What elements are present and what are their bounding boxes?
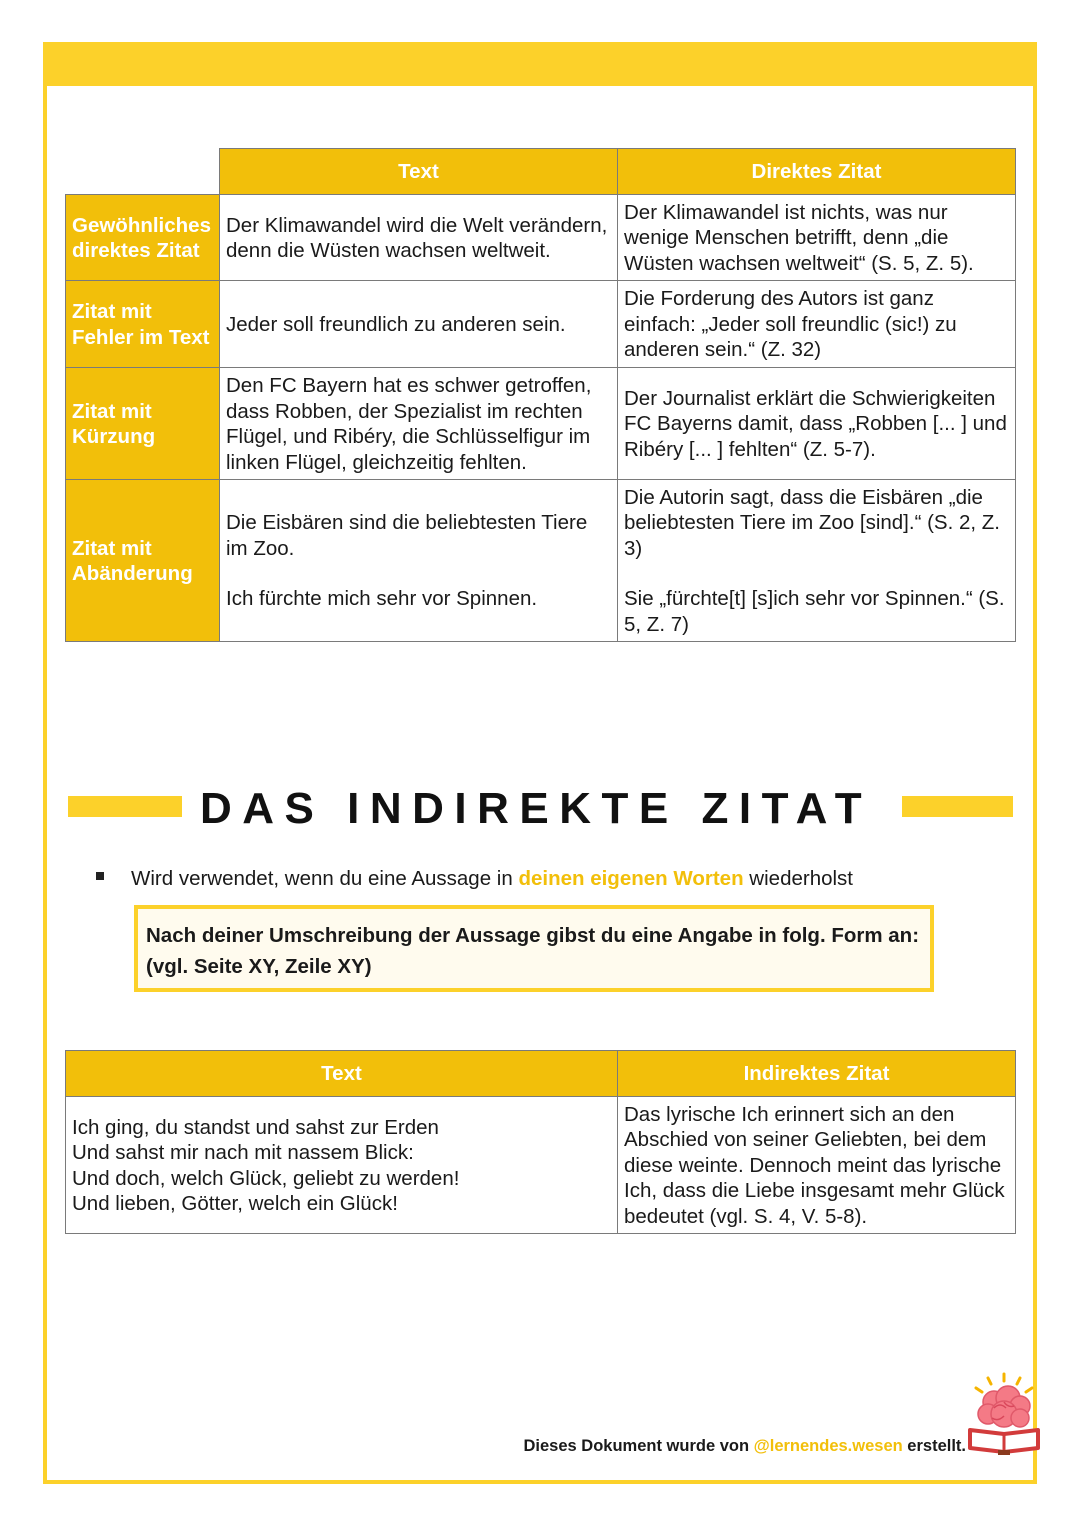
poem-cell (66, 1097, 618, 1234)
table-row (66, 281, 1016, 368)
quote-cell: Der Klimawandel ist nichts, was nur wenige Menschen betrifft, denn „die Wüsten wachsen weltweit“ (S. 5, Z. 5). (618, 195, 1016, 281)
original-text-1: Die Eisbären sind die beliebtesten Tiere im Zoo. (226, 511, 588, 560)
heading-bar-right (902, 796, 1013, 817)
bullet-text-start: Wird verwendet, wenn du eine Aussage in (131, 867, 519, 890)
poem-line: Ich ging, du standst und sahst zur Erden (72, 1115, 439, 1139)
row-label: Zitat mit Kürzung (66, 368, 220, 480)
original-text-cell: Der Klimawandel wird die Welt verändern, denn die Wüsten wachsen weltweit. (220, 195, 618, 281)
column-header-text: Text (220, 149, 618, 195)
bullet-highlight: deinen eigenen Worten (518, 867, 744, 890)
direct-quote-table (65, 148, 1016, 642)
poem-line: Und sahst mir nach mit nassem Blick: (72, 1141, 414, 1164)
author-handle[interactable]: @lernendes.wesen (753, 1437, 903, 1455)
row-label: Zitat mit Abänderung (66, 480, 220, 642)
bullet-marker (96, 872, 104, 880)
poem-line: Und lieben, Götter, welch ein Glück! (72, 1192, 398, 1215)
table-row (66, 480, 1016, 642)
column-header-text: Text (66, 1051, 618, 1097)
footer-text-end: erstellt. (902, 1437, 966, 1455)
table-row (66, 195, 1016, 281)
citation-form-box (134, 905, 934, 992)
bullet-text-end: wiederholst (743, 867, 853, 890)
table-corner (66, 149, 220, 195)
column-header-direct-quote: Direktes Zitat (618, 149, 1016, 195)
box-line-1: Nach deiner Umschreibung der Aussage gibst du eine Angabe in folg. Form an: (146, 924, 920, 947)
quote-cell: Der Journalist erklärt die Schwierigkeiten FC Bayerns damit, dass „Robben [... ] und Ribéry [... ] fehlten“ (Z. 5-7). (618, 368, 1016, 480)
quote-cell (618, 480, 1016, 642)
original-text-cell (220, 480, 618, 642)
heading-bar-left (68, 796, 182, 817)
column-header-indirect-quote: Indirektes Zitat (618, 1051, 1016, 1097)
indirect-quote-table (65, 1050, 1016, 1234)
box-line-2: (vgl. Seite XY, Zeile XY) (146, 955, 372, 978)
quote-2: Sie „fürchte[t] [s]ich sehr vor Spinnen.“ (S. 5, Z. 7) (624, 587, 1005, 636)
row-label: Gewöhnliches direktes Zitat (66, 195, 220, 281)
row-label: Zitat mit Fehler im Text (66, 281, 220, 368)
quote-cell: Die Forderung des Autors ist ganz einfach: „Jeder soll freundlic (sic!) zu anderen sein.“ (Z. 32) (618, 281, 1016, 368)
quote-1: Die Autorin sagt, dass die Eisbären „die beliebtesten Tiere im Zoo [sind].“ (S. 2, Z. 3) (624, 485, 1000, 560)
original-text-2: Ich fürchte mich sehr vor Spinnen. (226, 587, 538, 611)
table-row (66, 368, 1016, 480)
table-row (66, 1097, 1016, 1234)
brain-on-book-icon (964, 1372, 1044, 1456)
bullet-text (131, 866, 853, 892)
section-heading: DAS INDIREKTE ZITAT (200, 784, 873, 833)
original-text-cell: Den FC Bayern hat es schwer getroffen, dass Robben, der Spezialist im rechten Flügel, und Ribéry, die Schlüsselfigur im linken Flügel, gleichzeitig fehlten. (220, 368, 618, 480)
quote-cell: Das lyrische Ich erinnert sich an den Abschied von seiner Geliebten, bei dem diese weinte. Dennoch meint das lyrische Ich, dass die Liebe insgesamt mehr Glück bedeutet (vgl. S. 4, V. 5-8). (618, 1097, 1016, 1234)
footer-credit (0, 1437, 966, 1456)
footer-text-start: Dieses Dokument wurde von (523, 1437, 754, 1455)
original-text-cell: Jeder soll freundlich zu anderen sein. (220, 281, 618, 368)
poem-line: Und doch, welch Glück, geliebt zu werden! (72, 1166, 460, 1190)
